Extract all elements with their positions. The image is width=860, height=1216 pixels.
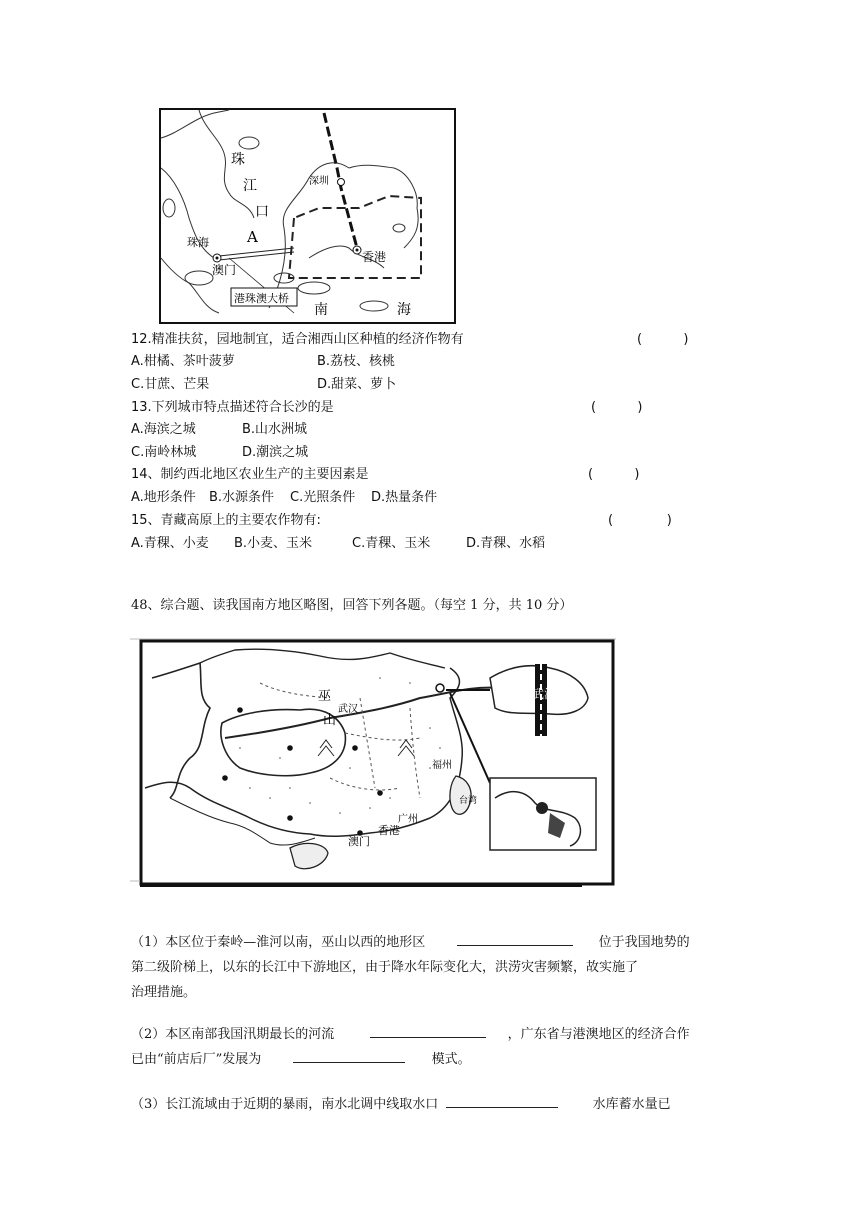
- q15-stem: 15、青藏高原上的主要农作物有:: [131, 513, 321, 528]
- part-2-text-c: 已由“前店后厂”发展为: [131, 1052, 262, 1067]
- part-1-text-b: 位于我国地势的: [598, 935, 690, 950]
- part-1-text-a: （1）本区位于秦岭—淮河以南，巫山以西的地形区: [131, 935, 426, 950]
- label-jiang: 江: [243, 178, 257, 194]
- q14-stem: 14、制约西北地区农业生产的主要因素是: [131, 467, 369, 482]
- label-aomen-2: 澳门: [348, 835, 370, 848]
- q15-answer-bracket: ( ): [608, 513, 672, 528]
- q15-option-c: C.青稞、玉米: [352, 536, 431, 551]
- q12-answer-bracket: ( ): [637, 332, 689, 347]
- q13-option-c: C.南岭林城: [131, 445, 197, 460]
- pearl-river-delta-map-svg: [159, 108, 456, 324]
- answer-blank-4[interactable]: [446, 1093, 558, 1108]
- part-2-text-a: （2）本区南部我国汛期最长的河流: [131, 1027, 335, 1042]
- pearl-river-delta-map: [159, 108, 456, 324]
- label-hai: 海: [397, 302, 411, 318]
- label-wuhe: 武汉: [338, 704, 358, 715]
- pearl-river-inset: [490, 778, 596, 850]
- q48-title: 48、综合题、读我国南方地区略图，回答下列各题。（每空 1 分，共 10 分）: [131, 598, 573, 613]
- part-1-line-2: 第二级阶梯上，以东的长江中下游地区，由于降水年际变化大，洪涝灾害频繁，故实施了: [131, 960, 639, 975]
- q14-option-c: C.光照条件: [290, 490, 356, 505]
- q15-option-b: B.小麦、玉米: [234, 536, 313, 551]
- label-nan: 南: [314, 302, 328, 318]
- label-kou: 口: [255, 204, 269, 220]
- q13-option-a: A.海滨之城: [131, 422, 196, 437]
- label-bridge: 港珠澳大桥: [234, 292, 289, 305]
- part-2-line-1: [131, 1022, 690, 1048]
- label-aomen: 澳门: [212, 263, 237, 277]
- label-wu: 巫: [318, 689, 332, 704]
- label-taiwan: 台湾: [459, 796, 478, 806]
- part-2-text-d: 模式。: [431, 1052, 471, 1067]
- q12-option-c: C.甘蔗、芒果: [131, 377, 210, 392]
- shenzhen-marker: [338, 179, 345, 186]
- label-zhuhai: 珠海: [187, 236, 209, 249]
- south-china-map-svg: [130, 638, 616, 888]
- part-1-line-3: 治理措施。: [131, 985, 197, 1000]
- q12-option-d: D.甜菜、萝卜: [317, 377, 397, 392]
- part-3-text-a: （3）长江流域由于近期的暴雨，南水北调中线取水口: [131, 1097, 439, 1112]
- label-guangzhou: 广州: [398, 814, 418, 825]
- q13-stem: 13.下列城市特点描述符合长沙的是: [131, 400, 334, 415]
- q12-stem: 12.精准扶贫，园地制宜，适合湘西山区种植的经济作物有: [131, 332, 464, 347]
- part-2-line-2: [131, 1047, 471, 1073]
- south-china-map: [130, 638, 616, 888]
- label-wuhan: 武汉: [532, 687, 557, 701]
- q15-option-a: A.青稞、小麦: [131, 536, 209, 551]
- label-shan: 山: [323, 713, 337, 728]
- label-fuzhou: 福州: [432, 760, 452, 771]
- q14-option-b: B.水源条件: [209, 490, 275, 505]
- answer-blank-1[interactable]: [457, 931, 573, 946]
- q12-option-a: A.柑橘、茶叶菠萝: [131, 354, 235, 369]
- q14-option-a: A.地形条件: [131, 490, 196, 505]
- part-3-line-1: [131, 1092, 671, 1118]
- answer-blank-2[interactable]: [370, 1023, 486, 1038]
- part-3-text-b: 水库蓄水量已: [592, 1097, 671, 1112]
- label-xianggang-2: 香港: [378, 824, 400, 837]
- part-2-text-b: ，广东省与港澳地区的经济合作: [507, 1027, 690, 1042]
- answer-blank-3[interactable]: [293, 1048, 405, 1063]
- q15-option-d: D.青稞、水稻: [466, 536, 546, 551]
- part-1-line-1: [131, 930, 690, 956]
- label-point-a: A: [247, 228, 258, 246]
- q13-answer-bracket: ( ): [591, 400, 643, 415]
- label-shenzhen: 深圳: [309, 176, 329, 187]
- q14-answer-bracket: ( ): [588, 467, 640, 482]
- q12-option-b: B.荔枝、核桃: [317, 354, 396, 369]
- q13-option-b: B.山水洲城: [242, 422, 308, 437]
- q14-option-d: D.热量条件: [371, 490, 438, 505]
- q13-option-d: D.潮滨之城: [242, 445, 309, 460]
- label-xianggang: 香港: [362, 250, 387, 264]
- label-zhu: 珠: [231, 152, 245, 168]
